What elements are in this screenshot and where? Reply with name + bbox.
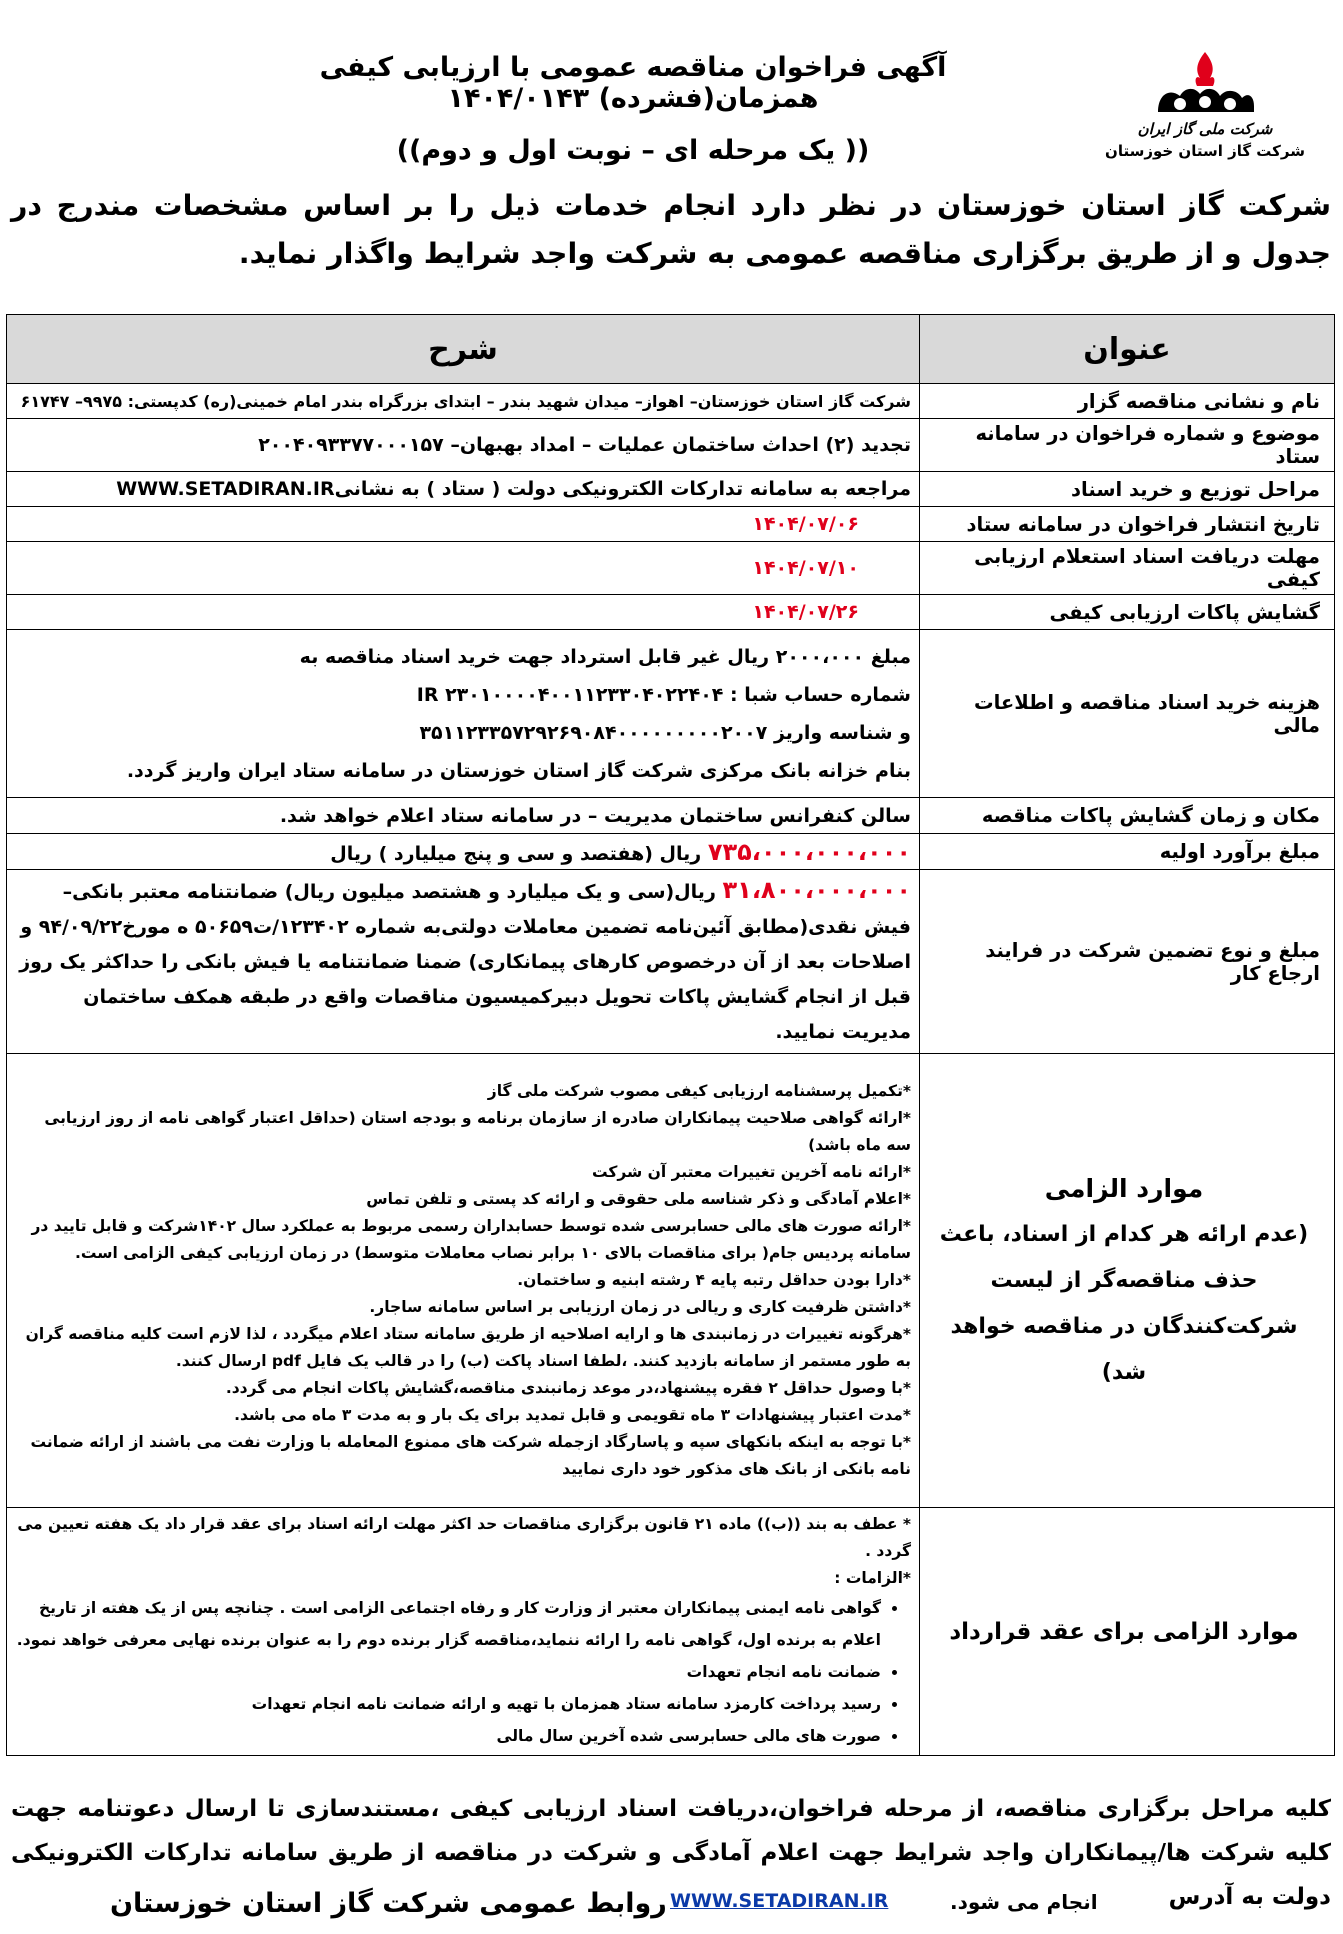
contract-label: موارد الزامی برای عقد قرارداد — [920, 1508, 1335, 1756]
row-label: تاریخ انتشار فراخوان در سامانه ستاد — [920, 507, 1335, 542]
estimate-text: ریال (هفتصد و سی و پنج میلیارد ) ریال — [330, 842, 702, 865]
list-item: *هرگونه تغییرات در زمانبندی ها و ارایه اصلاحیه از طریق سامانه ستاد اعلام میگردد ، لذا لازم است کلیه مناقصه گران به طور مستمر از سامانه بازدید کنند. ،لطفا اسناد پاکت (ب) را در قالب یک فایل pdf ارسال کنند. — [25, 1325, 911, 1370]
table-row — [7, 419, 1335, 472]
list-item: *مدت اعتبار پیشنهادات ۳ ماه تقویمی و قابل تمدید برای یک بار و به مدت ۳ ماه می باشد. — [234, 1406, 911, 1424]
contract-details — [7, 1508, 920, 1756]
row-value: مراجعه به سامانه تدارکات الکترونیکی دولت ( ستاد ) به نشانیWWW.SETADIRAN.IR — [7, 472, 920, 507]
col-header-description: شرح — [7, 315, 920, 384]
table-row-mandatory — [7, 1054, 1335, 1508]
gas-flame-logo-icon — [1150, 50, 1260, 116]
mandatory-title: موارد الزامی — [1044, 1173, 1204, 1203]
list-item: *ارائه نامه آخرین تغییرات معتبر آن شرکت — [591, 1163, 911, 1181]
mandatory-label-cell — [920, 1054, 1335, 1508]
deposit-id-line: و شناسه واریز ۳۵۱۱۲۳۳۵۷۲۹۲۶۹۰۸۴۰۰۰۰۰۰۰۰۰۲۰۰۷ — [419, 721, 911, 744]
logo-caption: شرکت ملی گاز ایران — [1137, 120, 1273, 138]
mandatory-note: (عدم ارائه هر کدام از اسناد، باعث حذف مناقصه‌گر از لیست شرکت‌کنندگان در مناقصه خواهد شد) — [939, 1221, 1309, 1385]
table-row — [7, 595, 1335, 630]
list-item: • ضمانت نامه انجام تعهدات — [15, 1656, 881, 1688]
table-row — [7, 542, 1335, 595]
contract-subtitle: *الزامات : — [834, 1569, 911, 1587]
row-label: نام و نشانی مناقصه گزار — [920, 384, 1335, 419]
estimate-value — [7, 834, 920, 870]
table-row — [7, 384, 1335, 419]
table-row-fee — [7, 630, 1335, 798]
table-row-contract — [7, 1508, 1335, 1756]
list-item: *دارا بودن حداقل رتبه پایه ۴ رشته ابنیه و ساختمان. — [517, 1271, 911, 1289]
row-value: سالن کنفرانس ساختمان مدیریت – در سامانه ستاد اعلام خواهد شد. — [7, 798, 920, 834]
footer-paragraph: کلیه مراحل برگزاری مناقصه، از مرحله فراخوان،دریافت اسناد ارزیابی کیفی ،مستندسازی تا ارسال دعوتنامه جهت کلیه شرکت ها/پیمانکاران واجد شرایط جهت اعلام آمادگی و شرکت در مناقصه از طریق سامانه تدارکات الکترونیکی دولت به آدرس — [11, 1796, 1331, 1910]
list-item: *تکمیل پرسشنامه ارزیابی کیفی مصوب شرکت ملی گاز — [487, 1082, 911, 1100]
deadline-date: ۱۴۰۴/۰۷/۱۰ — [7, 542, 920, 595]
table-row — [7, 834, 1335, 870]
row-label: مبلغ برآورد اولیه — [920, 834, 1335, 870]
company-name: شرکت گاز استان خوزستان — [1105, 142, 1305, 160]
publish-date: ۱۴۰۴/۰۷/۰۶ — [7, 507, 920, 542]
table-row-guarantee — [7, 870, 1335, 1054]
intro-paragraph: شرکت گاز استان خوزستان در نظر دارد انجام خدمات ذیل را بر اساس مشخصات مندرج در جدول و از طریق برگزاری مناقصه عمومی به شرکت واجد شرایط واگذار نماید. — [11, 189, 1331, 270]
row-label: مکان و زمان گشایش پاکات مناقصه — [920, 798, 1335, 834]
list-item: • رسید پرداخت کارمزد سامانه ستاد همزمان با تهیه و ارائه ضمانت نامه انجام تعهدات — [15, 1688, 881, 1720]
row-label: مبلغ و نوع تضمین شرکت در فرایند ارجاع کار — [920, 870, 1335, 1054]
table-row — [7, 798, 1335, 834]
list-item: *ارائه صورت های مالی حسابرسی شده توسط حسابداران رسمی مربوط به عملکرد سال ۱۴۰۲شرکت و قابل تایید در سامانه پردیس جام( برای مناقصات بالای ۱۰ برابر نصاب معاملات متوسط) در زمان ارزیابی کیفی الزامی است. — [31, 1217, 911, 1262]
company-logo — [1105, 50, 1305, 160]
list-item: *با وصول حداقل ۲ فقره پیشنهاد،در موعد زمانبندی مناقصه،گشایش پاکات انجام می گردد. — [225, 1379, 911, 1397]
col-header-title: عنوان — [920, 315, 1335, 384]
guarantee-amount: ۳۱،۸۰۰،۰۰۰،۰۰۰ — [722, 876, 911, 904]
fee-amount-line: مبلغ ۲۰۰۰،۰۰۰ ریال غیر قابل استرداد جهت خرید اسناد مناقصه به — [299, 645, 911, 668]
list-item: *اعلام آمادگی و ذکر شناسه ملی حقوقی و ارائه کد پستی و تلفن تماس — [366, 1190, 911, 1208]
list-item: • صورت های مالی حسابرسی شده آخرین سال مالی — [15, 1720, 881, 1752]
table-row — [7, 472, 1335, 507]
footer-done-text: انجام می شود. — [950, 1890, 1098, 1914]
row-label: گشایش پاکات ارزیابی کیفی — [920, 595, 1335, 630]
row-value: شرکت گاز استان خوزستان– اهواز– میدان شهید بندر – ابتدای بزرگراه بندر امام خمینی(ره) کدپستی: ۹۹۷۵– ۶۱۷۴۷ — [7, 384, 920, 419]
fee-details — [7, 630, 920, 798]
contract-note: * عطف به بند ((ب)) ماده ۲۱ قانون برگزاری مناقصات حد اکثر مهلت ارائه اسناد برای عقد قرار داد یک هفته تعیین می گردد . — [17, 1515, 911, 1560]
treasury-line: بنام خزانه بانک مرکزی شرکت گاز استان خوزستان در سامانه ستاد ایران واریز گردد. — [126, 759, 911, 782]
guarantee-details — [7, 870, 920, 1054]
header — [0, 40, 1343, 190]
estimate-amount: ۷۳۵،۰۰۰،۰۰۰،۰۰۰ — [707, 837, 911, 866]
list-item: *با توجه به اینکه بانکهای سپه و پاسارگاد ازجمله شرکت های ممنوع المعامله با وزارت نفت می باشند از ارائه ضمانت نامه بانکی از بانک های مذکور خود داری نمایید — [30, 1433, 911, 1478]
row-label: هزینه خرید اسناد مناقصه و اطلاعات مالی — [920, 630, 1335, 798]
row-label: موضوع و شماره فراخوان در سامانه ستاد — [920, 419, 1335, 472]
list-item: *داشتن ظرفیت کاری و ریالی در زمان ارزیابی بر اساس سامانه ساجار. — [369, 1298, 911, 1316]
list-item: • گواهی نامه ایمنی پیمانکاران معتبر از وزارت کار و رفاه اجتماعی الزامی است . چنانچه پس از یک هفته از تاریخ اعلام به برنده اول، گواهی نامه را ارائه ننماید،مناقصه گزار برنده دوم را به عنوان برنده نهایی معرفی خواهد نمود. — [15, 1592, 881, 1656]
row-value: تجدید (۲) احداث ساختمان عملیات – امداد بهبهان– ۲۰۰۴۰۹۳۳۷۷۰۰۰۱۵۷ — [7, 419, 920, 472]
list-item: *ارائه گواهی صلاحیت پیمانکاران صادره از سازمان برنامه و بودجه استان (حداقل اعتبار گواهی نامه از روز ارزیابی سه ماه باشد) — [44, 1109, 911, 1154]
contract-list — [15, 1592, 911, 1752]
row-label: مراحل توزیع و خرید اسناد — [920, 472, 1335, 507]
signature: روابط عمومی شرکت گاز استان خوزستان — [110, 1888, 667, 1919]
tender-table — [6, 314, 1335, 1756]
table-header-row — [7, 315, 1335, 384]
opening-date: ۱۴۰۴/۰۷/۲۶ — [7, 595, 920, 630]
sheba-account-line: شماره حساب شبا : IR ۲۳۰۱۰۰۰۰۴۰۰۱۱۲۳۳۰۴۰۲۲۴۰۴ — [416, 683, 911, 706]
page-title: آگهی فراخوان مناقصه عمومی با ارزیابی کیفی همزمان(فشرده) ۱۴۰۴/۰۱۴۳ — [319, 52, 947, 114]
row-label: مهلت دریافت اسناد استعلام ارزیابی کیفی — [920, 542, 1335, 595]
page-subtitle: (( یک مرحله ای – نوبت اول و دوم)) — [396, 135, 870, 166]
table-row — [7, 507, 1335, 542]
mandatory-list — [7, 1054, 920, 1508]
setadiran-link[interactable]: WWW.SETADIRAN.IR — [670, 1890, 889, 1912]
guarantee-text: ریال(سی و یک میلیارد و هشتصد میلیون ریال) ضمانتنامه معتبر بانکی– فیش نقدی(مطابق آئین‌نامه تضمین معاملات دولتی‌به شماره ۱۲۳۴۰۲/ت۵۰۶۵۹ ه مورخ۹۴/۰۹/۲۲ و اصلاحات بعد از آن درخصوص کارهای پیمانکاری) ضمنا ضمانتنامه یا فیش بانکی را حداکثر یک روز قبل از انجام گشایش پاکات تحویل دبیرکمیسیون مناقصات واقع در طبقه همکف ساختمان مدیریت نمایید. — [19, 881, 911, 1043]
